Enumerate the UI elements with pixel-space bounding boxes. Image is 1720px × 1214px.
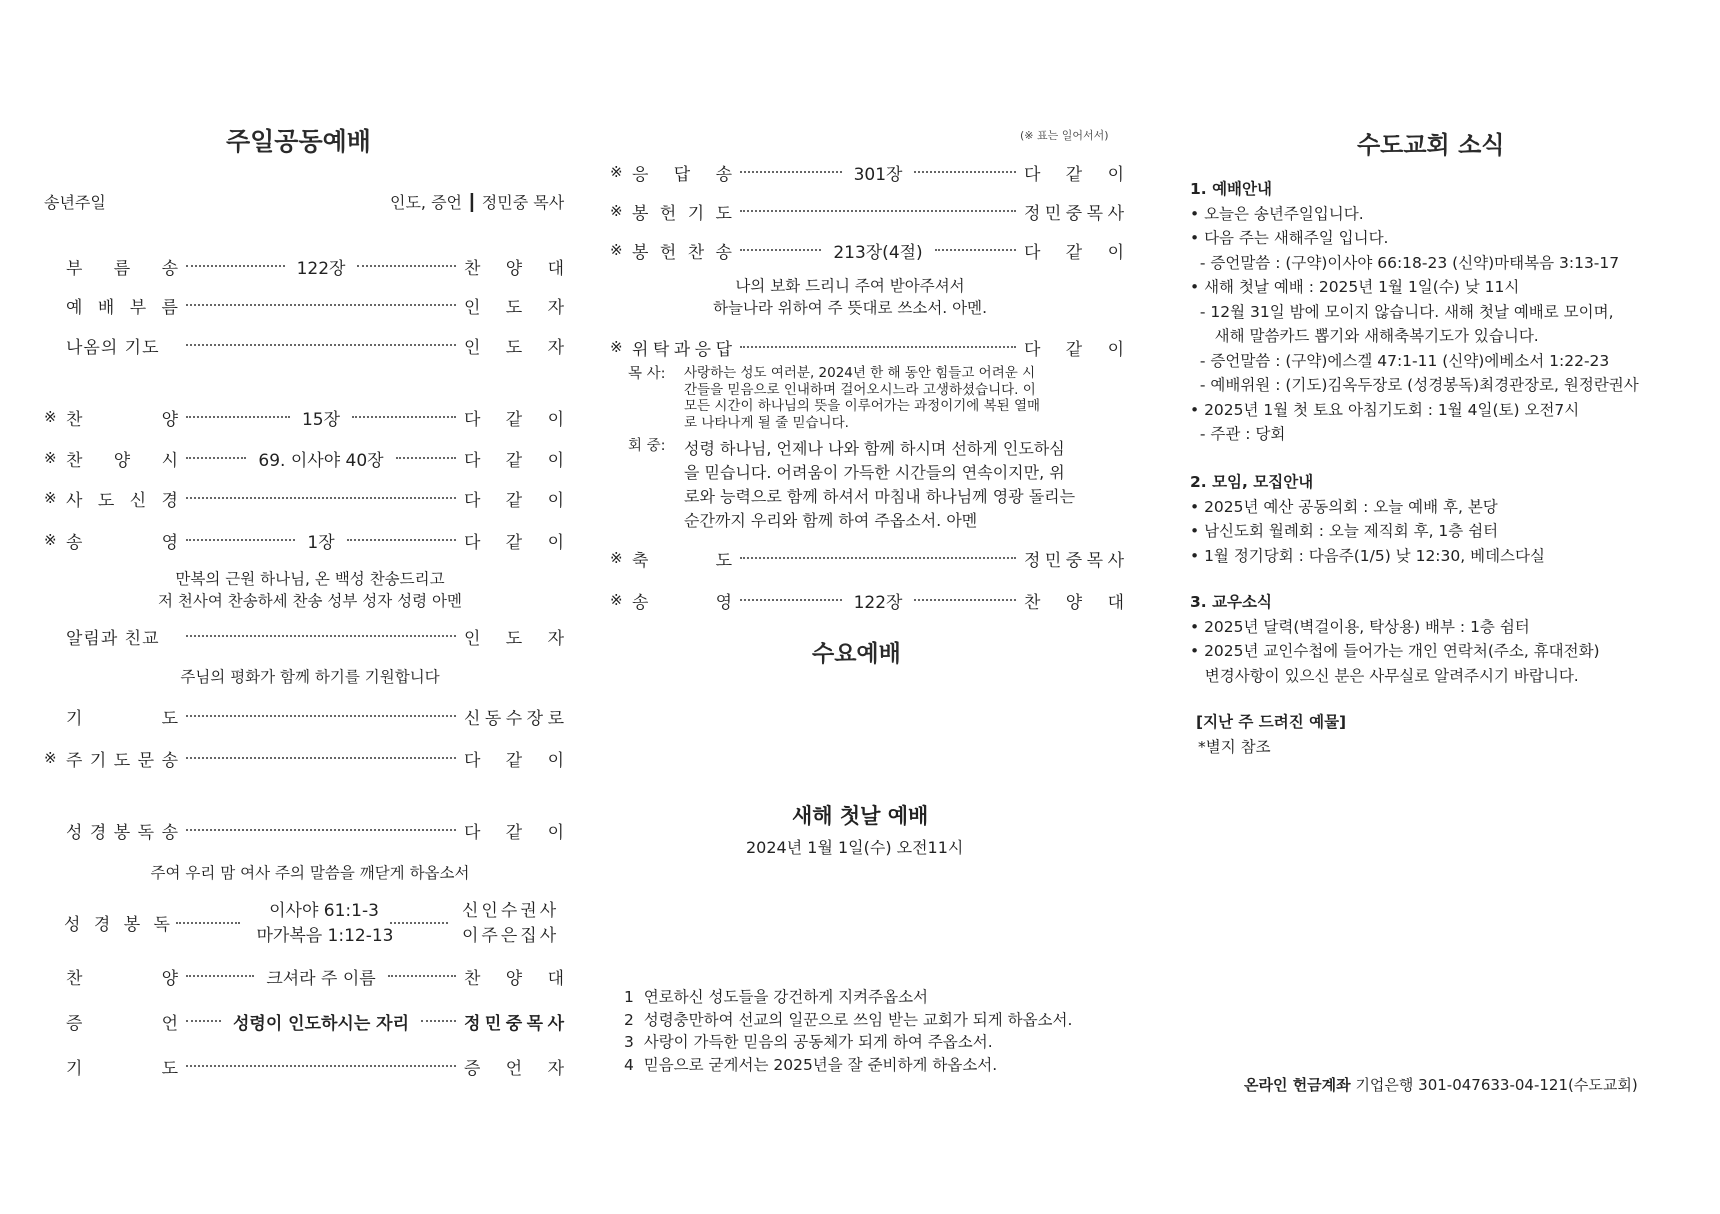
offering-title: [지난 주 드려진 예물]	[1196, 713, 1347, 731]
pastor-response	[628, 365, 1108, 431]
standing-mark: ※	[610, 591, 623, 609]
order-detail: 69. 이사야 40장	[258, 450, 384, 471]
order-leader: 다 같 이	[1024, 164, 1124, 185]
offering-hymn-text: 나의 보화 드리니 주여 받아주셔서 하늘나라 위하여 주 뜻대로 쓰소서. 아멘.	[712, 277, 988, 317]
leader-dots	[186, 975, 254, 977]
order-label: 부 름 송	[66, 258, 178, 279]
leader-dots	[186, 829, 456, 831]
congregation-head: 회 중:	[628, 438, 666, 454]
order-row	[44, 405, 564, 429]
order-label: 예 배 부 름	[66, 297, 178, 318]
news-line: • 2025년 교인수첩에 들어가는 개인 연락처(주소, 휴대전화)	[1190, 642, 1600, 660]
news-line: - 증언말씀 : (구약)이사야 66:18-23 (신약)마태복음 3:13-17	[1190, 253, 1620, 272]
leader-dots	[186, 344, 456, 346]
order-detail: 크셔라 주 이름	[266, 968, 376, 989]
leader-dots	[352, 416, 456, 418]
order-detail: 122장	[853, 592, 903, 613]
offering-section	[1196, 710, 1346, 759]
leader-dots	[186, 265, 285, 267]
leader-dots	[186, 1065, 456, 1067]
news-section-2	[1190, 470, 1545, 568]
prayer-item: 3 사랑이 가득한 믿음의 공동체가 되게 하여 주옵소서.	[624, 1033, 993, 1051]
leader-dots	[186, 635, 456, 637]
leader-dots	[740, 171, 842, 173]
order-detail: 성령이 인도하시는 자리	[232, 1013, 410, 1034]
order-label: 축 도	[632, 550, 732, 571]
newyear-time: 2024년 1월 1일(수) 오전11시	[746, 838, 964, 857]
passage-2: 마가복음 1:12-13	[256, 926, 394, 946]
section-1-title: 1. 예배안내	[1190, 180, 1272, 198]
order-row	[610, 546, 1124, 570]
leader-dots	[176, 922, 240, 924]
order-row	[610, 335, 1124, 359]
right-title: 수도교회 소식	[1357, 131, 1505, 159]
reading-label: 성 경 봉 독	[64, 915, 170, 935]
response-line: 성령 하나님, 언제나 나와 함께 하시며 선하게 인도하심	[684, 439, 1065, 458]
order-leader: 다 같 이	[464, 822, 564, 843]
order-leader: 찬 양 대	[464, 258, 564, 279]
response-line: 을 믿습니다. 어려움이 가득한 시간들의 연속이지만, 위	[684, 463, 1065, 482]
order-leader: 인 도 자	[464, 337, 564, 358]
sunday-name: 송년주일	[44, 193, 106, 212]
response-line: 간들을 믿음으로 인내하며 걸어오시느라 고생하셨습니다. 이	[684, 381, 1036, 398]
order-label: 응 답 송	[632, 164, 732, 185]
order-label: 봉 헌 찬 송	[632, 242, 732, 263]
order-row	[610, 588, 1124, 612]
order-leader: 정 민 중 목 사	[1024, 550, 1124, 571]
standing-mark: ※	[610, 163, 623, 181]
news-line: • 2025년 1월 첫 토요 아침기도회 : 1월 4일(토) 오전7시	[1190, 400, 1580, 419]
standing-mark: ※	[610, 338, 623, 356]
order-label: 주 기 도 문 송	[66, 750, 178, 771]
order-label: 송 영	[66, 532, 178, 553]
standing-mark: ※	[610, 549, 623, 567]
order-leader: 다 같 이	[464, 490, 564, 511]
prayer-item: 1 연로하신 성도들을 강건하게 지켜주옵소서	[624, 988, 929, 1006]
order-label: 사 도 신 경	[66, 490, 178, 511]
leader-dots	[186, 757, 456, 759]
news-line: 변경사항이 있으신 분은 사무실로 알려주시기 바랍니다.	[1190, 666, 1579, 685]
order-label: 봉 헌 기 도	[632, 203, 732, 224]
order-leader: 신 동 수 장 로	[464, 708, 564, 729]
leader-dots	[914, 599, 1016, 601]
section-1-lines	[1190, 202, 1639, 447]
order-detail: 213장(4절)	[833, 242, 923, 263]
response-line: 사랑하는 성도 여러분, 2024년 한 해 동안 힘들고 어려운 시	[684, 365, 1036, 381]
order-leader: 인 도 자	[464, 297, 564, 318]
leader-dots	[186, 715, 456, 717]
leader-dots	[357, 265, 456, 267]
standing-mark: ※	[44, 449, 57, 467]
order-row	[44, 293, 564, 317]
order-label: 기 도	[66, 1058, 178, 1079]
leader-dots	[740, 599, 842, 601]
order-label: 성 경 봉 독 송	[66, 822, 178, 843]
response-line: 로와 능력으로 함께 하셔서 마침내 하나님께 영광 돌리는	[684, 487, 1076, 506]
section-2-title: 2. 모임, 모집안내	[1190, 473, 1314, 491]
leader-dots	[347, 539, 456, 541]
passage-1: 이사야 61:1-3	[269, 901, 379, 921]
order-leader: 다 같 이	[1024, 242, 1124, 263]
order-label: 위 탁 과 응 답	[632, 339, 732, 360]
congregation-response	[628, 437, 1108, 533]
order-row	[44, 704, 564, 728]
order-detail: 122장	[296, 258, 346, 279]
leader-dots	[186, 497, 456, 499]
response-line: 모든 시간이 하나님의 뜻을 이루어가는 과정이기에 복된 열매	[684, 398, 1041, 414]
order-label: 나옴의 기도	[66, 337, 160, 358]
order-detail: 301장	[853, 164, 903, 185]
prayer-list	[624, 986, 1072, 1076]
order-row	[44, 624, 564, 648]
order-leader: 찬 양 대	[464, 968, 564, 989]
reading-song-text: 주여 우리 맘 여사 주의 말씀을 깨닫게 하옵소서	[150, 864, 470, 882]
order-leader: 정 민 중 목 사	[464, 1013, 564, 1034]
account-value: 기업은행 301-047633-04-121(수도교회)	[1355, 1076, 1638, 1094]
doxology-text: 만복의 근원 하나님, 온 백성 찬송드리고 저 천사여 찬송하세 찬송 성부 성자 성령 아멘	[157, 570, 462, 610]
order-row	[44, 746, 564, 770]
pastor-text	[684, 365, 1040, 431]
standing-mark: ※	[44, 749, 57, 767]
order-detail: 1장	[307, 532, 335, 553]
leader-dots	[390, 922, 448, 924]
pastor-head: 목 사:	[628, 366, 666, 382]
order-row	[610, 199, 1124, 223]
leader-dots	[740, 557, 1016, 559]
order-row	[44, 486, 564, 510]
order-row	[44, 1054, 564, 1078]
news-line: • 남신도회 월례회 : 오늘 제직회 후, 1층 쉼터	[1190, 522, 1499, 540]
leader-dots	[186, 539, 295, 541]
standing-mark: ※	[44, 489, 57, 507]
response-line: 순간까지 우리와 함께 하여 주옵소서. 아멘	[684, 511, 978, 530]
prayer-item: 2 성령충만하여 선교의 일꾼으로 쓰임 받는 교회가 되게 하옵소서.	[624, 1010, 1073, 1029]
order-leader: 다 같 이	[464, 532, 564, 553]
reader-1: 신인수권사	[462, 901, 560, 921]
response-line: 로 나타나게 될 줄 믿습니다.	[684, 414, 849, 431]
order-leader: 인 도 자	[464, 628, 564, 649]
leader-dots	[396, 457, 456, 459]
leader-dots	[388, 975, 456, 977]
order-leader: 다 같 이	[1024, 339, 1124, 360]
leader-dots	[740, 210, 1016, 212]
news-section-3	[1190, 590, 1600, 688]
order-row	[610, 160, 1124, 184]
leader-dots	[186, 457, 246, 459]
order-row	[44, 446, 564, 470]
news-line: - 주관 : 당회	[1190, 425, 1286, 443]
order-row	[44, 254, 564, 278]
order-leader: 정 민 중 목 사	[1024, 203, 1124, 224]
wednesday-title: 수요예배	[812, 641, 901, 667]
order-label: 증 언	[66, 1013, 178, 1034]
peace-text: 주님의 평화가 함께 하기를 기원합니다	[180, 668, 440, 686]
standing-mark: ※	[610, 241, 623, 259]
order-leader: 다 같 이	[464, 450, 565, 471]
news-line: - 예배위원 : (기도)김옥두장로 (성경봉독)최경관장로, 원정란권사	[1190, 376, 1639, 394]
scripture-reading-row	[44, 896, 564, 946]
order-leader: 다 같 이	[464, 750, 564, 771]
order-label: 찬 양 시	[66, 450, 178, 471]
standing-mark: ※	[610, 202, 623, 220]
order-label: 기 도	[66, 708, 178, 729]
offering-note: *별지 참조	[1198, 737, 1271, 756]
news-line: • 1월 정기당회 : 다음주(1/5) 낮 12:30, 베데스다실	[1190, 546, 1545, 565]
news-line: • 다음 주는 새해주일 입니다.	[1190, 229, 1389, 247]
standing-mark: ※	[44, 408, 57, 426]
section-3-title: 3. 교우소식	[1190, 593, 1272, 611]
order-row	[44, 1009, 564, 1033]
order-label: 알림과 친교	[66, 628, 160, 649]
order-leader: 증 언 자	[464, 1058, 564, 1079]
news-line: • 오늘은 송년주일입니다.	[1190, 204, 1364, 223]
order-row	[44, 964, 564, 988]
news-line: 새해 말씀카드 뽑기와 새해축복기도가 있습니다.	[1190, 327, 1539, 345]
reader-2: 이주은집사	[462, 926, 560, 946]
news-line: - 12월 31일 밤에 모이지 않습니다. 새해 첫날 예배로 모이며,	[1190, 302, 1614, 321]
order-row	[44, 528, 564, 552]
leader-dots	[740, 249, 821, 251]
order-row	[610, 238, 1124, 262]
order-leader: 찬 양 대	[1024, 592, 1124, 613]
section-3-lines	[1190, 615, 1600, 689]
order-row	[44, 333, 564, 357]
news-line: - 증언말씀 : (구약)에스겔 47:1-11 (신약)에베소서 1:22-23	[1190, 351, 1610, 370]
congregation-text	[684, 437, 1075, 533]
leader-dots	[421, 1020, 456, 1022]
online-account	[1244, 1074, 1638, 1095]
leader-dots	[740, 346, 1016, 348]
left-title: 주일공동예배	[226, 127, 371, 156]
leader-dots	[186, 1020, 221, 1022]
standing-note: (※ 표는 일어서서)	[1020, 129, 1109, 142]
newyear-title: 새해 첫날 예배	[792, 804, 929, 828]
news-section-1	[1190, 177, 1639, 447]
leader-dots	[186, 416, 290, 418]
order-label: 찬 양	[66, 409, 178, 430]
section-2-lines	[1190, 495, 1545, 569]
standing-mark: ※	[44, 531, 57, 549]
news-line: • 2025년 달력(벽걸이용, 탁상용) 배부 : 1층 쉼터	[1190, 617, 1530, 636]
news-line: • 새해 첫날 예배 : 2025년 1월 1일(수) 낮 11시	[1190, 278, 1520, 296]
leader-dots	[935, 249, 1016, 251]
order-detail: 15장	[301, 409, 341, 430]
leader-dots	[186, 304, 456, 306]
prayer-item: 4 믿음으로 굳게서는 2025년을 잘 준비하게 하옵소서.	[624, 1055, 998, 1074]
order-row	[44, 818, 564, 842]
leader-dots	[914, 171, 1016, 173]
news-line: • 2025년 예산 공동의회 : 오늘 예배 후, 본당	[1190, 497, 1498, 516]
leader-info: 인도, 증언 ┃ 정민중 목사	[390, 193, 565, 212]
order-leader: 다 같 이	[464, 409, 564, 430]
order-label: 송 영	[632, 592, 732, 613]
order-label: 찬 양	[66, 968, 178, 989]
account-label: 온라인 헌금계좌	[1244, 1076, 1351, 1094]
